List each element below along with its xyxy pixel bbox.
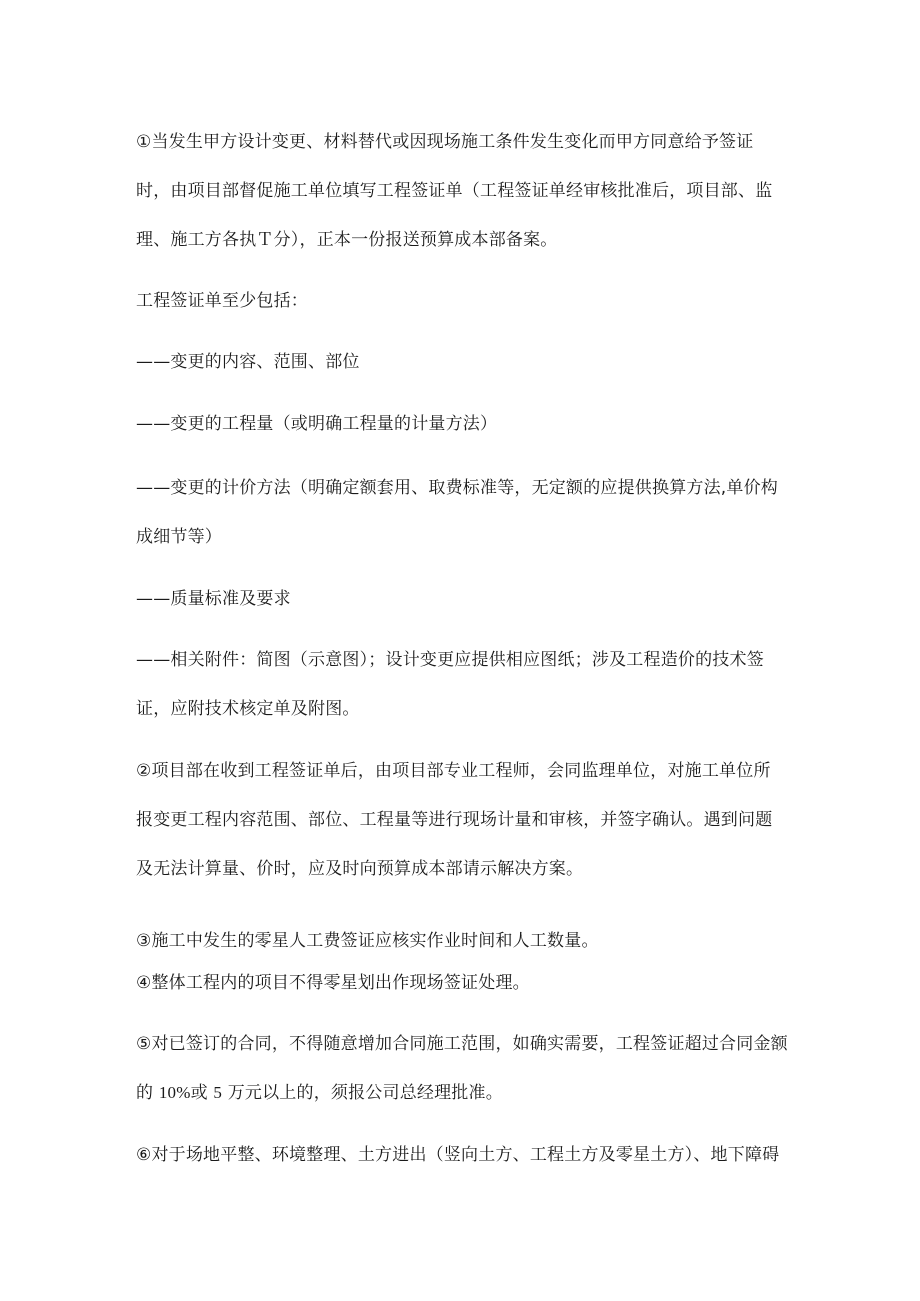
paragraph-1-line-2: 时，由项目部督促施工单位填写工程签证单（工程签证单经审核批准后，项目部、监 <box>136 181 773 201</box>
list-item-quantity: ——变更的工程量（或明确工程量的计量方法） <box>136 414 498 434</box>
paragraph-2: 工程签证单至少包括： <box>136 291 308 311</box>
paragraph-6-line-1: ⑤对已签订的合同，不得随意增加合同施工范围，如确实需要，工程签证超过合同金额 <box>136 1034 788 1054</box>
paragraph-3-line-3: 及无法计算量、价时，应及时向预算成本部请示解决方案。 <box>136 859 584 879</box>
paragraph-6-text-a: 的 <box>136 1083 159 1103</box>
paragraph-3-line-2: 报变更工程内容范围、部位、工程量等进行现场计量和审核，并签字确认。遇到问题 <box>136 810 773 830</box>
amount-value: 5 <box>213 1083 223 1102</box>
percent-value: 10% <box>158 1083 191 1102</box>
paragraph-6-text-e: 万元以上的，须报公司总经理批准。 <box>222 1083 503 1103</box>
list-item-pricing-line-1: ——变更的计价方法（明确定额套用、取费标准等，无定额的应提供换算方法,单价构 <box>136 478 779 498</box>
list-item-pricing-line-2: 成细节等） <box>136 527 222 547</box>
list-item-attachments-line-2: 证，应附技术核定单及附图。 <box>136 699 360 719</box>
list-item-attachments-line-1: ——相关附件：简图（示意图）；设计变更应提供相应图纸；涉及工程造价的技术签 <box>136 650 764 670</box>
paragraph-6-line-2 <box>136 1082 503 1104</box>
paragraph-1-line-3: 理、施工方各执Ｔ分），正本一份报送预算成本部备案。 <box>136 230 558 250</box>
paragraph-7: ⑥对于场地平整、环境整理、土方进出（竖向土方、工程土方及零星土方）、地下障碍 <box>136 1145 780 1165</box>
paragraph-6-text-c: 或 <box>190 1083 214 1103</box>
paragraph-5: ④整体工程内的项目不得零星划出作现场签证处理。 <box>136 973 530 993</box>
list-item-content: ——变更的内容、范围、部位 <box>136 352 360 372</box>
paragraph-3-line-1: ②项目部在收到工程签证单后，由项目部专业工程师，会同监理单位，对施工单位所 <box>136 761 771 781</box>
paragraph-1-line-1: ①当发生甲方设计变更、材料替代或因现场施工条件发生变化而甲方同意给予签证 <box>136 132 754 152</box>
list-item-quality: ——质量标准及要求 <box>136 589 291 609</box>
paragraph-4: ③施工中发生的零星人工费签证应核实作业时间和人工数量。 <box>136 931 599 951</box>
